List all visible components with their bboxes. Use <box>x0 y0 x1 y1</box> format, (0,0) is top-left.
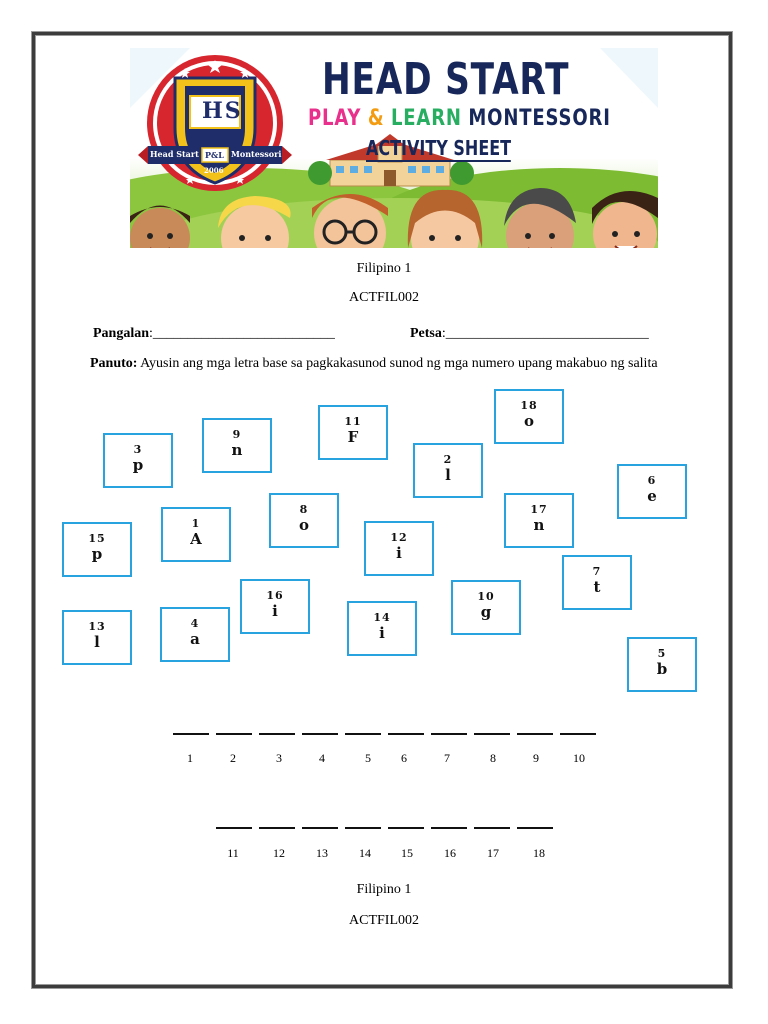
blank-number: 9 <box>533 751 539 765</box>
card-number: 2 <box>443 453 453 466</box>
subtitle-word-1: PLAY <box>308 106 362 131</box>
name-field[interactable] <box>93 326 335 342</box>
card-number: 11 <box>344 415 362 428</box>
card-letter: t <box>593 578 601 596</box>
blank-number: 17 <box>487 846 499 860</box>
letter-card[interactable] <box>62 610 132 665</box>
banner-subtitle <box>308 106 611 131</box>
letter-card[interactable] <box>240 579 310 634</box>
answer-blank[interactable] <box>216 827 252 829</box>
card-number: 1 <box>191 517 201 530</box>
letter-card[interactable] <box>627 637 697 692</box>
blank-number: 13 <box>316 846 328 860</box>
subtitle-word-3: LEARN <box>390 106 462 131</box>
letter-card[interactable] <box>103 433 173 488</box>
banner-activity-label: ACTIVITY SHEET <box>366 136 512 160</box>
date-blank: :_____________________________ <box>441 326 649 341</box>
card-letter: o <box>523 412 534 430</box>
blank-number: 8 <box>490 751 496 765</box>
logo-center-text: P&L <box>205 150 224 160</box>
blank-number: 15 <box>401 846 413 860</box>
logo-right-text: Montessori <box>231 149 282 159</box>
card-number: 3 <box>133 443 143 456</box>
letter-card[interactable] <box>347 601 417 656</box>
card-number: 6 <box>647 474 657 487</box>
card-letter: F <box>347 428 359 446</box>
card-number: 14 <box>373 611 391 624</box>
answer-blank[interactable] <box>388 733 424 735</box>
name-label: Pangalan <box>93 326 150 341</box>
letter-card[interactable] <box>364 521 434 576</box>
card-number: 12 <box>390 531 408 544</box>
answer-blank[interactable] <box>259 827 295 829</box>
letter-card[interactable] <box>269 493 339 548</box>
logo-initials: HS <box>202 98 243 124</box>
subtitle-word-2: & <box>367 106 385 131</box>
card-letter: a <box>190 630 200 648</box>
card-letter: A <box>190 530 202 548</box>
card-number: 18 <box>520 399 538 412</box>
card-number: 10 <box>477 590 495 603</box>
answer-blank[interactable] <box>474 733 510 735</box>
card-letter: p <box>132 456 144 474</box>
blank-number: 6 <box>401 751 407 765</box>
blank-number: 5 <box>365 751 371 765</box>
card-number: 17 <box>530 503 548 516</box>
card-letter: p <box>91 545 103 563</box>
card-letter: i <box>396 544 402 562</box>
letter-card[interactable] <box>62 522 132 577</box>
date-label: Petsa <box>410 326 442 341</box>
answer-blank[interactable] <box>302 733 338 735</box>
card-number: 16 <box>266 589 284 602</box>
letter-card[interactable] <box>318 405 388 460</box>
card-letter: n <box>231 441 243 459</box>
blank-number: 7 <box>444 751 450 765</box>
letter-card[interactable] <box>504 493 574 548</box>
card-number: 13 <box>88 620 106 633</box>
card-letter: o <box>298 516 309 534</box>
answer-blank[interactable] <box>302 827 338 829</box>
card-number: 9 <box>232 428 242 441</box>
blank-number: 14 <box>359 846 371 860</box>
blank-number: 1 <box>187 751 193 765</box>
card-number: 7 <box>592 565 602 578</box>
letter-card[interactable] <box>562 555 632 610</box>
card-letter: l <box>94 633 100 651</box>
blank-number: 12 <box>273 846 285 860</box>
letter-card[interactable] <box>202 418 272 473</box>
letter-card[interactable] <box>161 507 231 562</box>
answer-blank[interactable] <box>388 827 424 829</box>
answer-blank[interactable] <box>216 733 252 735</box>
footer-subject: Filipino 1 <box>356 882 412 897</box>
blank-number: 10 <box>573 751 585 765</box>
card-letter: n <box>533 516 545 534</box>
answer-blank[interactable] <box>517 827 553 829</box>
answer-blank[interactable] <box>474 827 510 829</box>
answer-blank[interactable] <box>259 733 295 735</box>
letter-card[interactable] <box>413 443 483 498</box>
card-letter: e <box>647 487 657 505</box>
blank-number: 3 <box>276 751 282 765</box>
instructions <box>90 355 680 373</box>
activity-sheet-banner <box>130 48 658 248</box>
card-number: 4 <box>190 617 200 630</box>
blank-number: 16 <box>444 846 456 860</box>
letter-card[interactable] <box>451 580 521 635</box>
answer-blank[interactable] <box>517 733 553 735</box>
logo-year: 2006 <box>204 166 224 175</box>
answer-blank[interactable] <box>560 733 596 735</box>
answer-blank[interactable] <box>173 733 209 735</box>
letter-card[interactable] <box>160 607 230 662</box>
subtitle-word-4: MONTESSORI <box>468 106 611 131</box>
answer-blank[interactable] <box>345 827 381 829</box>
letter-card[interactable] <box>494 389 564 444</box>
answer-blank[interactable] <box>431 827 467 829</box>
card-number: 15 <box>88 532 106 545</box>
card-letter: i <box>272 602 278 620</box>
blank-number: 11 <box>227 846 239 860</box>
instructions-label: Panuto: <box>90 356 138 371</box>
answer-blank[interactable] <box>431 733 467 735</box>
card-letter: l <box>445 466 451 484</box>
card-letter: g <box>480 603 492 621</box>
blank-number: 2 <box>230 751 236 765</box>
instructions-text: Ayusin ang mga letra base sa pagkakasunod sunod ng mga numero upang makabuo ng salita <box>137 356 658 371</box>
blank-number: 4 <box>319 751 325 765</box>
letter-card[interactable] <box>617 464 687 519</box>
name-blank: :__________________________ <box>149 326 335 341</box>
logo-left-text: Head Start <box>150 149 199 159</box>
card-number: 8 <box>299 503 309 516</box>
date-field[interactable] <box>410 326 649 342</box>
card-letter: b <box>656 660 668 678</box>
subject-title: Filipino 1 <box>356 261 412 276</box>
blank-number: 18 <box>533 846 545 860</box>
banner-title: HEAD START <box>322 54 570 105</box>
footer-code: ACTFIL002 <box>349 913 419 928</box>
answer-blank[interactable] <box>345 733 381 735</box>
card-letter: i <box>379 624 385 642</box>
card-number: 5 <box>657 647 667 660</box>
activity-code: ACTFIL002 <box>349 290 419 305</box>
